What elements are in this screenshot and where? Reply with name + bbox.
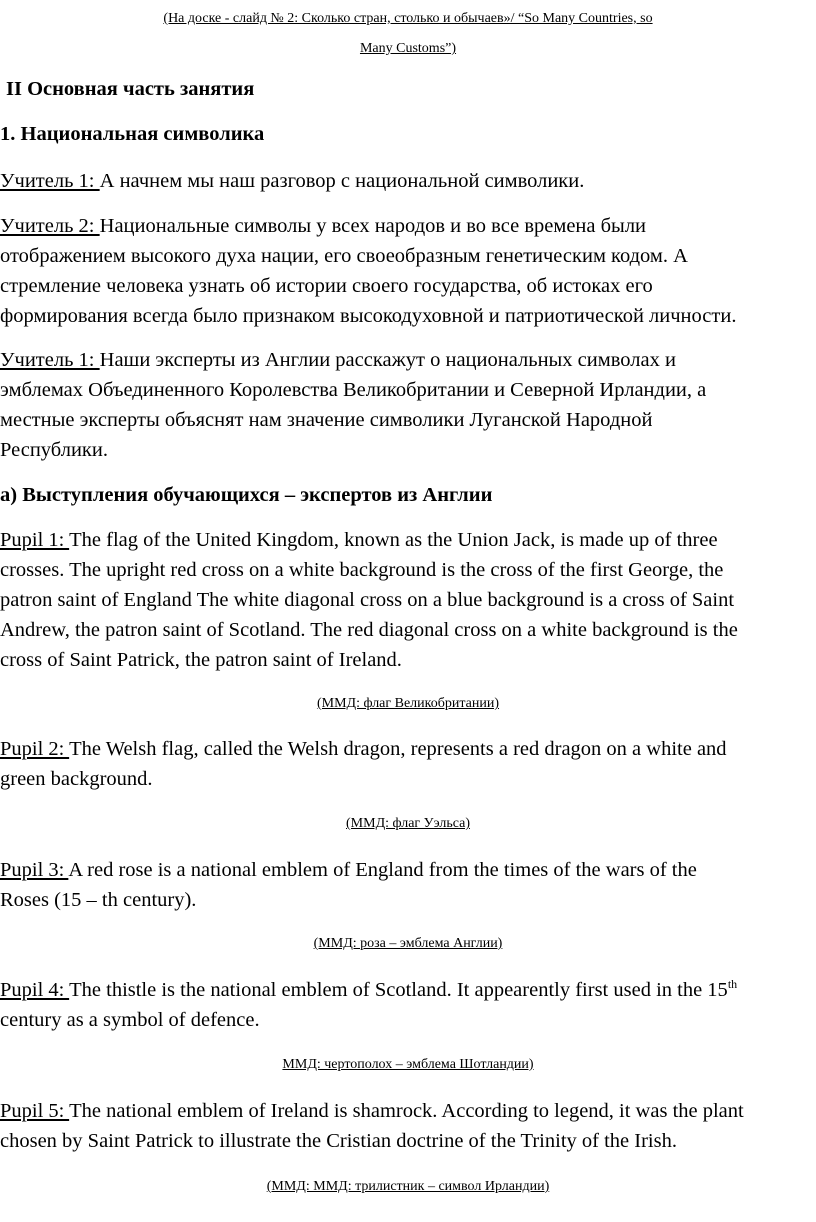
teacher2-line-2: отображением высокого духа нации, его своеобразным генетическим кодом. А (0, 245, 688, 267)
paragraph-text: The thistle is the national emblem of Scotland. It appearently first used in the 15 (69, 979, 728, 1001)
pupil4-line-1 (0, 975, 737, 1005)
header-line-1 (0, 4, 816, 34)
pupil3-line-1 (0, 855, 697, 885)
paragraph-text: Национальные символы у всех народов и во все времена были (99, 215, 647, 237)
slide-note-rose (0, 929, 816, 959)
header-line-2 (0, 34, 816, 64)
paragraph-text: The Welsh flag, called the Welsh dragon, represents a red dragon on a white and (69, 738, 727, 760)
speaker-label: Pupil 4: (0, 979, 70, 1001)
teacher2-line-3: стремление человека узнать об истории своего государства, об истоках его (0, 275, 653, 297)
slide-note-wales-flag (0, 809, 816, 839)
speaker-label: Учитель 2: (0, 215, 100, 237)
subheading-experts: а) Выступления обучающихся – экспертов из Англии (0, 484, 493, 506)
pupil5-line-1 (0, 1096, 744, 1126)
slide-note-text: ММД: чертополох – эмблема Шотландии) (282, 1057, 534, 1072)
teacher1-a-line (0, 166, 584, 196)
teacher1-b-line-3: местные эксперты объяснят нам значение символики Луганской Народной (0, 409, 653, 431)
pupil1-line-4: Andrew, the patron saint of Scotland. The red diagonal cross on a white background is the (0, 619, 738, 641)
speaker-label: Учитель 1: (0, 349, 100, 371)
pupil1-line-1 (0, 525, 718, 555)
superscript-th: th (727, 977, 738, 991)
slide-note-thistle (0, 1050, 816, 1080)
pupil4-line-2: century as a symbol of defence. (0, 1009, 260, 1031)
speaker-label: Pupil 1: (0, 529, 70, 551)
teacher1-b-line-1 (0, 345, 676, 375)
slide-note-text: (ММД: флаг Уэльса) (346, 816, 470, 831)
slide-note-text: (ММД: ММД: трилистник – символ Ирландии) (266, 1179, 550, 1194)
pupil1-line-2: crosses. The upright red cross on a white background is the cross of the first George, the (0, 559, 724, 581)
paragraph-text: A red rose is a national emblem of England from the times of the wars of the (68, 859, 697, 881)
slide-note-shamrock (0, 1172, 816, 1202)
paragraph-text: Наши эксперты из Англии расскажут о национальных символах и (99, 349, 676, 371)
teacher1-b-line-2: эмблемах Объединенного Королевства Великобритании и Северной Ирландии, а (0, 379, 707, 401)
paragraph-text: А начнем мы наш разговор с национальной символики. (99, 170, 585, 192)
speaker-label: Pupil 2: (0, 738, 70, 760)
speaker-label: Pupil 3: (0, 859, 69, 881)
slide-note-uk-flag (0, 689, 816, 719)
header-text-1: (На доске - слайд № 2: Сколько стран, столько и обычаев»/ “So Many Countries, so (163, 11, 653, 26)
subsection-title: 1. Национальная символика (0, 123, 265, 145)
header-text-2: Many Customs”) (359, 41, 457, 56)
pupil5-line-2: chosen by Saint Patrick to illustrate the Cristian doctrine of the Trinity of the Irish. (0, 1130, 677, 1152)
teacher2-line-1 (0, 211, 646, 241)
slide-note-text: (ММД: флаг Великобритании) (316, 696, 500, 711)
paragraph-text: The national emblem of Ireland is shamrock. According to legend, it was the plant (69, 1100, 744, 1122)
pupil2-line-1 (0, 734, 727, 764)
section-title: II Основная часть занятия (6, 78, 255, 100)
paragraph-text: The flag of the United Kingdom, known as the Union Jack, is made up of three (69, 529, 718, 551)
teacher1-b-line-4: Республики. (0, 439, 108, 461)
teacher2-line-4: формирования всегда было признаком высокодуховной и патриотической личности. (0, 305, 737, 327)
speaker-label: Pupil 5: (0, 1100, 70, 1122)
pupil2-line-2: green background. (0, 768, 153, 790)
slide-note-text: (ММД: роза – эмблема Англии) (313, 936, 503, 951)
pupil1-line-3: patron saint of England The white diagonal cross on a blue background is a cross of Saint (0, 589, 735, 611)
pupil3-line-2: Roses (15 – th century). (0, 889, 197, 911)
pupil1-line-5: cross of Saint Patrick, the patron saint of Ireland. (0, 649, 402, 671)
speaker-label: Учитель 1: (0, 170, 100, 192)
